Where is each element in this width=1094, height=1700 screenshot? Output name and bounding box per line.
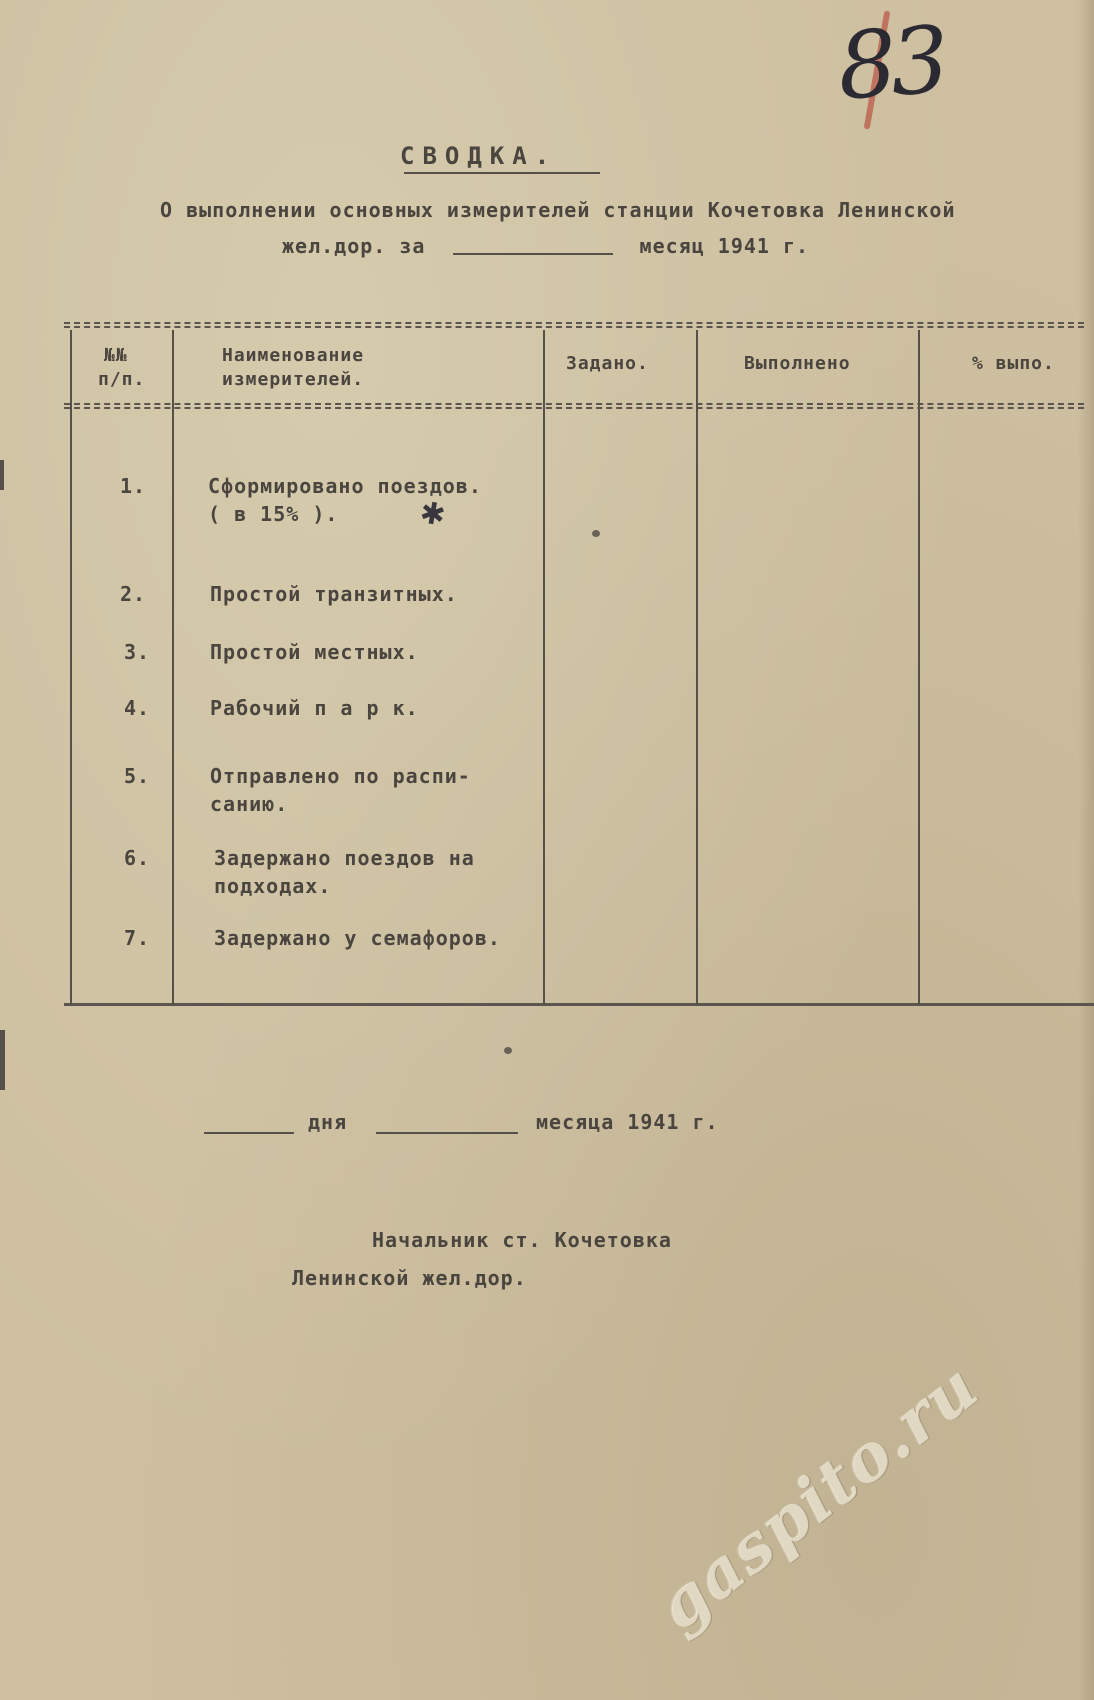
binding-mark (0, 1030, 5, 1090)
header-percent: % выпо. (972, 353, 1055, 374)
row-label-line1: Задержано поездов на (214, 846, 475, 870)
row-number: 3. (124, 640, 151, 664)
header-num-line1: №№ (104, 345, 128, 366)
binding-mark (0, 460, 4, 490)
signature-title-line2: Ленинской жел.дор. (292, 1266, 527, 1290)
table-row-label: Простой транзитных. (210, 582, 458, 606)
column-divider (70, 330, 72, 1005)
row-label-line2: подходах. (214, 874, 332, 898)
table-row-label: Простой местных. (210, 640, 419, 664)
row-number: 6. (124, 846, 151, 870)
title-underline (404, 172, 600, 174)
signature-title-line1: Начальник ст. Кочетовка (372, 1228, 672, 1252)
subtitle-line-1: О выполнении основных измерителей станции Кочетовка Ленинской (160, 198, 956, 222)
month-blank-footer (376, 1110, 518, 1134)
row-number: 1. (120, 474, 147, 498)
month-blank-line (376, 1132, 518, 1134)
table-row-label: Задержано у семафоров. (214, 926, 501, 950)
subtitle-suffix: месяц 1941 г. (639, 234, 810, 258)
row-number: 5. (124, 764, 151, 788)
pencil-mark-icon: ✱ (417, 495, 448, 534)
row-number: 2. (120, 582, 147, 606)
column-divider (918, 330, 920, 1005)
day-blank (204, 1110, 294, 1134)
month-blank (453, 253, 613, 255)
month-label: месяца 1941 г. (536, 1110, 719, 1134)
row-number: 7. (124, 926, 151, 950)
column-divider (696, 330, 698, 1005)
table-top-border (64, 322, 1084, 328)
table-row-label: Рабочий п а р к. (210, 696, 419, 720)
table-header-border (64, 403, 1084, 409)
row-label-line1: Сформировано поездов. (208, 474, 482, 498)
ink-dot (504, 1047, 512, 1054)
subtitle-line-2 (282, 234, 809, 258)
table-row-label (214, 844, 475, 900)
table-bottom-border (64, 1003, 1094, 1006)
subtitle-prefix: жел.дор. за (282, 234, 426, 258)
watermark-logo: gaspito.ru (643, 1348, 994, 1645)
ink-dot (592, 530, 600, 537)
header-name (222, 344, 364, 392)
column-divider (172, 330, 174, 1005)
header-num-line2: п/п. (98, 369, 146, 390)
header-num (98, 344, 145, 392)
row-number: 4. (124, 696, 151, 720)
row-label-line2: санию. (210, 792, 289, 816)
paper-edge (1078, 0, 1094, 1700)
header-name-line2: измерителей. (222, 369, 365, 390)
day-label: дня (308, 1110, 348, 1134)
header-done: Выполнено (744, 353, 851, 374)
table-row-label (210, 762, 471, 818)
column-divider (543, 330, 545, 1005)
page-number: 83 (834, 6, 947, 121)
row-label-line2: ( в 15% ). (208, 502, 339, 526)
row-label-line1: Отправлено по распи- (210, 764, 471, 788)
day-blank-line (204, 1132, 294, 1134)
document-title: СВОДКА. (400, 142, 558, 170)
header-planned: Задано. (566, 353, 649, 374)
header-name-line1: Наименование (222, 345, 365, 366)
